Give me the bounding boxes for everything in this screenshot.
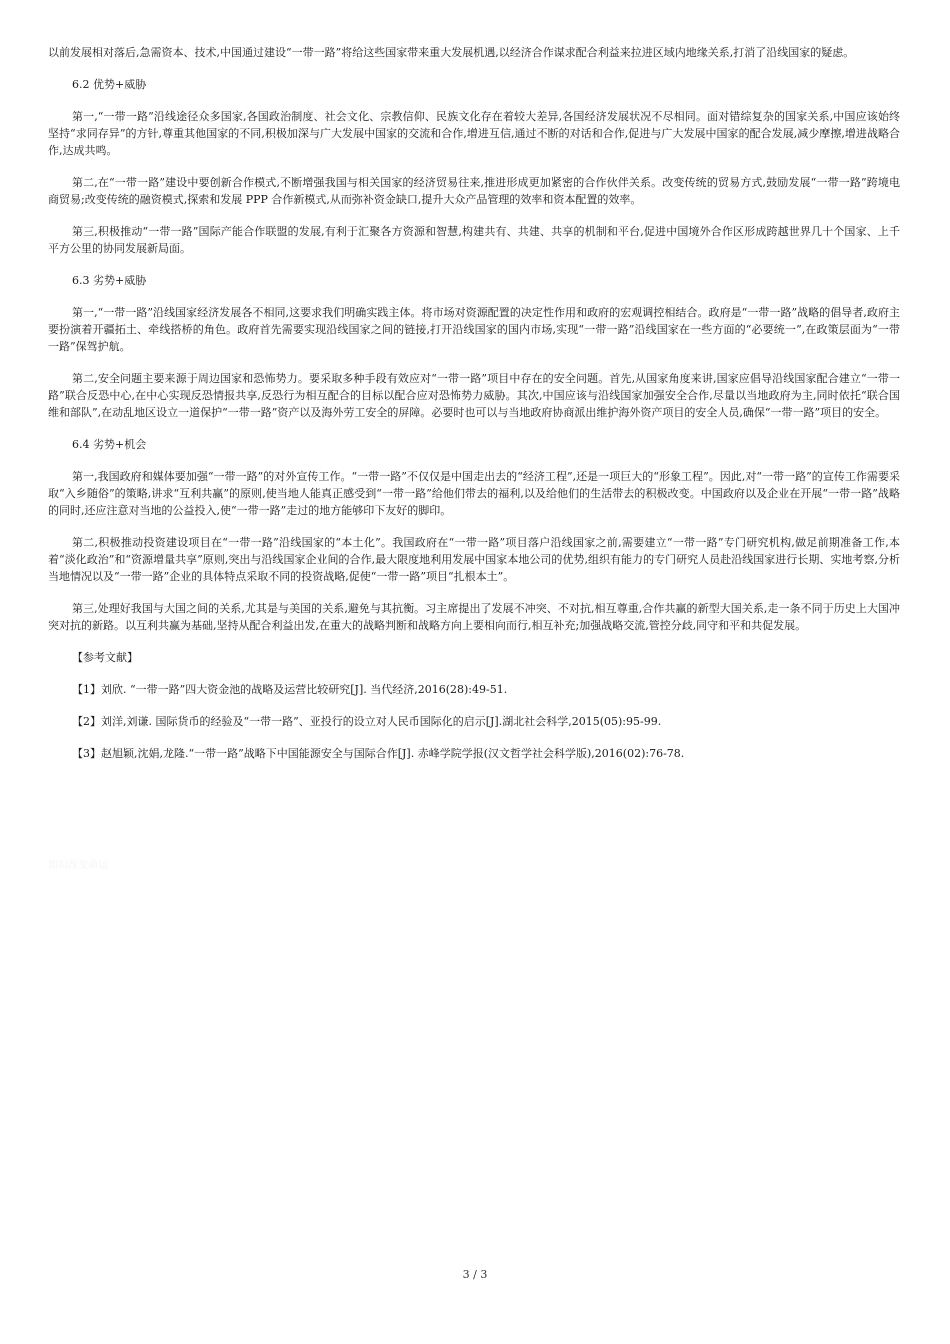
paragraph: 第一,我国政府和媒体要加强“一带一路”的对外宣传工作。“一带一路”不仅仅是中国走出去的“经济工程”,还是一项巨大的“形象工程”。因此,对“一带一路”的宣传工作需要采取“入乡随俗”的策略,讲求“互利共赢”的原则,使当地人能真正感受到“一带一路”给他们带去的福利,以及给他们的生活带去的积极改变。中国政府以及企业在开展“一带一路”战略的同时,还应注意对当地的公益投入,使“一带一路”走过的地方能够印下友好的脚印。 bbox=[48, 470, 900, 517]
paragraph: 第二,在“一带一路”建设中要创新合作模式,不断增强我国与相关国家的经济贸易往来,推进形成更加紧密的合作伙伴关系。改变传统的贸易方式,鼓励发展“一带一路”跨境电商贸易;改变传统的融资模式,探索和发展 PPP 合作新模式,从而弥补资金缺口,提升大众产品管理的效率和资本配置的效率。 bbox=[48, 176, 900, 206]
reference-item: 【3】赵旭颖,沈娟,龙隆.“一带一路”战略下中国能源安全与国际合作[J]. 赤峰学院学报(汉文哲学社会科学版),2016(02):76-78. bbox=[72, 747, 685, 760]
paragraph: 第一,“一带一路”沿线途径众多国家,各国政治制度、社会文化、宗教信仰、民族文化存在着较大差异,各国经济发展状况不尽相同。面对错综复杂的国家关系,中国应该始终坚持“求同存异”的方针,尊重其他国家的不同,积极加深与广大发展中国家的交流和合作,增进互信,通过不断的对话和合作,促进与广大发展中国家的配合发展,减少摩擦,增进战略合作,达成共鸣。 bbox=[48, 110, 900, 157]
watermark-text: 知识改变命运 bbox=[48, 860, 108, 871]
paragraph: 第三,处理好我国与大国之间的关系,尤其是与美国的关系,避免与其抗衡。习主席提出了发展不冲突、不对抗,相互尊重,合作共赢的新型大国关系,走一条不同于历史上大国冲突对抗的新路。以互利共赢为基础,坚持从配合利益出发,在重大的战略判断和战略方向上要相向而行,相互补充;加强战略交流,管控分歧,同守和平和共促发展。 bbox=[48, 602, 900, 632]
document-body bbox=[48, 44, 900, 777]
section-heading-6-3: 6.3 劣势+威胁 bbox=[72, 274, 147, 287]
paragraph: 第一,“一带一路”沿线国家经济发展各不相同,这要求我们明确实践主体。将市场对资源配置的决定性作用和政府的宏观调控相结合。政府是“一带一路”战略的倡导者,政府主要扮演着开疆拓土、牵线搭桥的角色。政府首先需要实现沿线国家之间的链接,打开沿线国家的国内市场,实现“一带一路”沿线国家在一些方面的“必要统一”,在政策层面为“一带一路”保驾护航。 bbox=[48, 306, 900, 353]
section-heading-6-4: 6.4 劣势+机会 bbox=[72, 438, 147, 451]
paragraph: 第三,积极推动“一带一路”国际产能合作联盟的发展,有利于汇聚各方资源和智慧,构建共有、共建、共享的机制和平台,促进中国境外合作区形成跨越世界几十个国家、上千平方公里的协同发展新局面。 bbox=[48, 225, 900, 255]
reference-item: 【2】刘洋,刘谦. 国际货币的经验及“一带一路”、亚投行的设立对人民币国际化的启示[J].湖北社会科学,2015(05):95-99. bbox=[72, 715, 662, 728]
paragraph: 第二,积极推动投资建设项目在“一带一路”沿线国家的“本土化”。我国政府在“一带一路”项目落户沿线国家之前,需要建立“一带一路”专门研究机构,做足前期准备工作,本着“淡化政治”和“资源增量共享”原则,突出与沿线国家企业间的合作,最大限度地利用发展中国家本地公司的优势,组织有能力的专门研究人员赴沿线国家进行长期、实地考察,分析当地情况以及“一带一路”企业的具体特点采取不同的投资战略,促使“一带一路”项目“扎根本土”。 bbox=[48, 536, 900, 583]
paragraph-intro-continued: 以前发展相对落后,急需资本、技术,中国通过建设“一带一路”将给这些国家带来重大发展机遇,以经济合作谋求配合利益来拉进区域内地缘关系,打消了沿线国家的疑虑。 bbox=[48, 46, 855, 59]
reference-item: 【1】刘欣. “一带一路”四大资金池的战略及运营比较研究[J]. 当代经济,2016(28):49-51. bbox=[72, 683, 508, 696]
page-number: 3 / 3 bbox=[462, 1268, 488, 1281]
paragraph: 第二,安全问题主要来源于周边国家和恐怖势力。要采取多种手段有效应对“一带一路”项目中存在的安全问题。首先,从国家角度来讲,国家应倡导沿线国家配合建立“一带一路”联合反恐中心,在中心实现反恐情报共享,反恐行为相互配合的目标以配合应对恐怖势力威胁。其次,中国应该与沿线国家加强安全合作,尽量以当地政府为主,同时依托“联合国维和部队”,在动乱地区设立一道保护“一带一路”资产以及海外劳工安全的屏障。必要时也可以与当地政府协商派出维护海外资产项目的安全人员,确保“一带一路”项目的安全。 bbox=[48, 372, 900, 419]
references-title: 【参考文献】 bbox=[72, 651, 138, 664]
section-heading-6-2: 6.2 优势+威胁 bbox=[72, 78, 147, 91]
